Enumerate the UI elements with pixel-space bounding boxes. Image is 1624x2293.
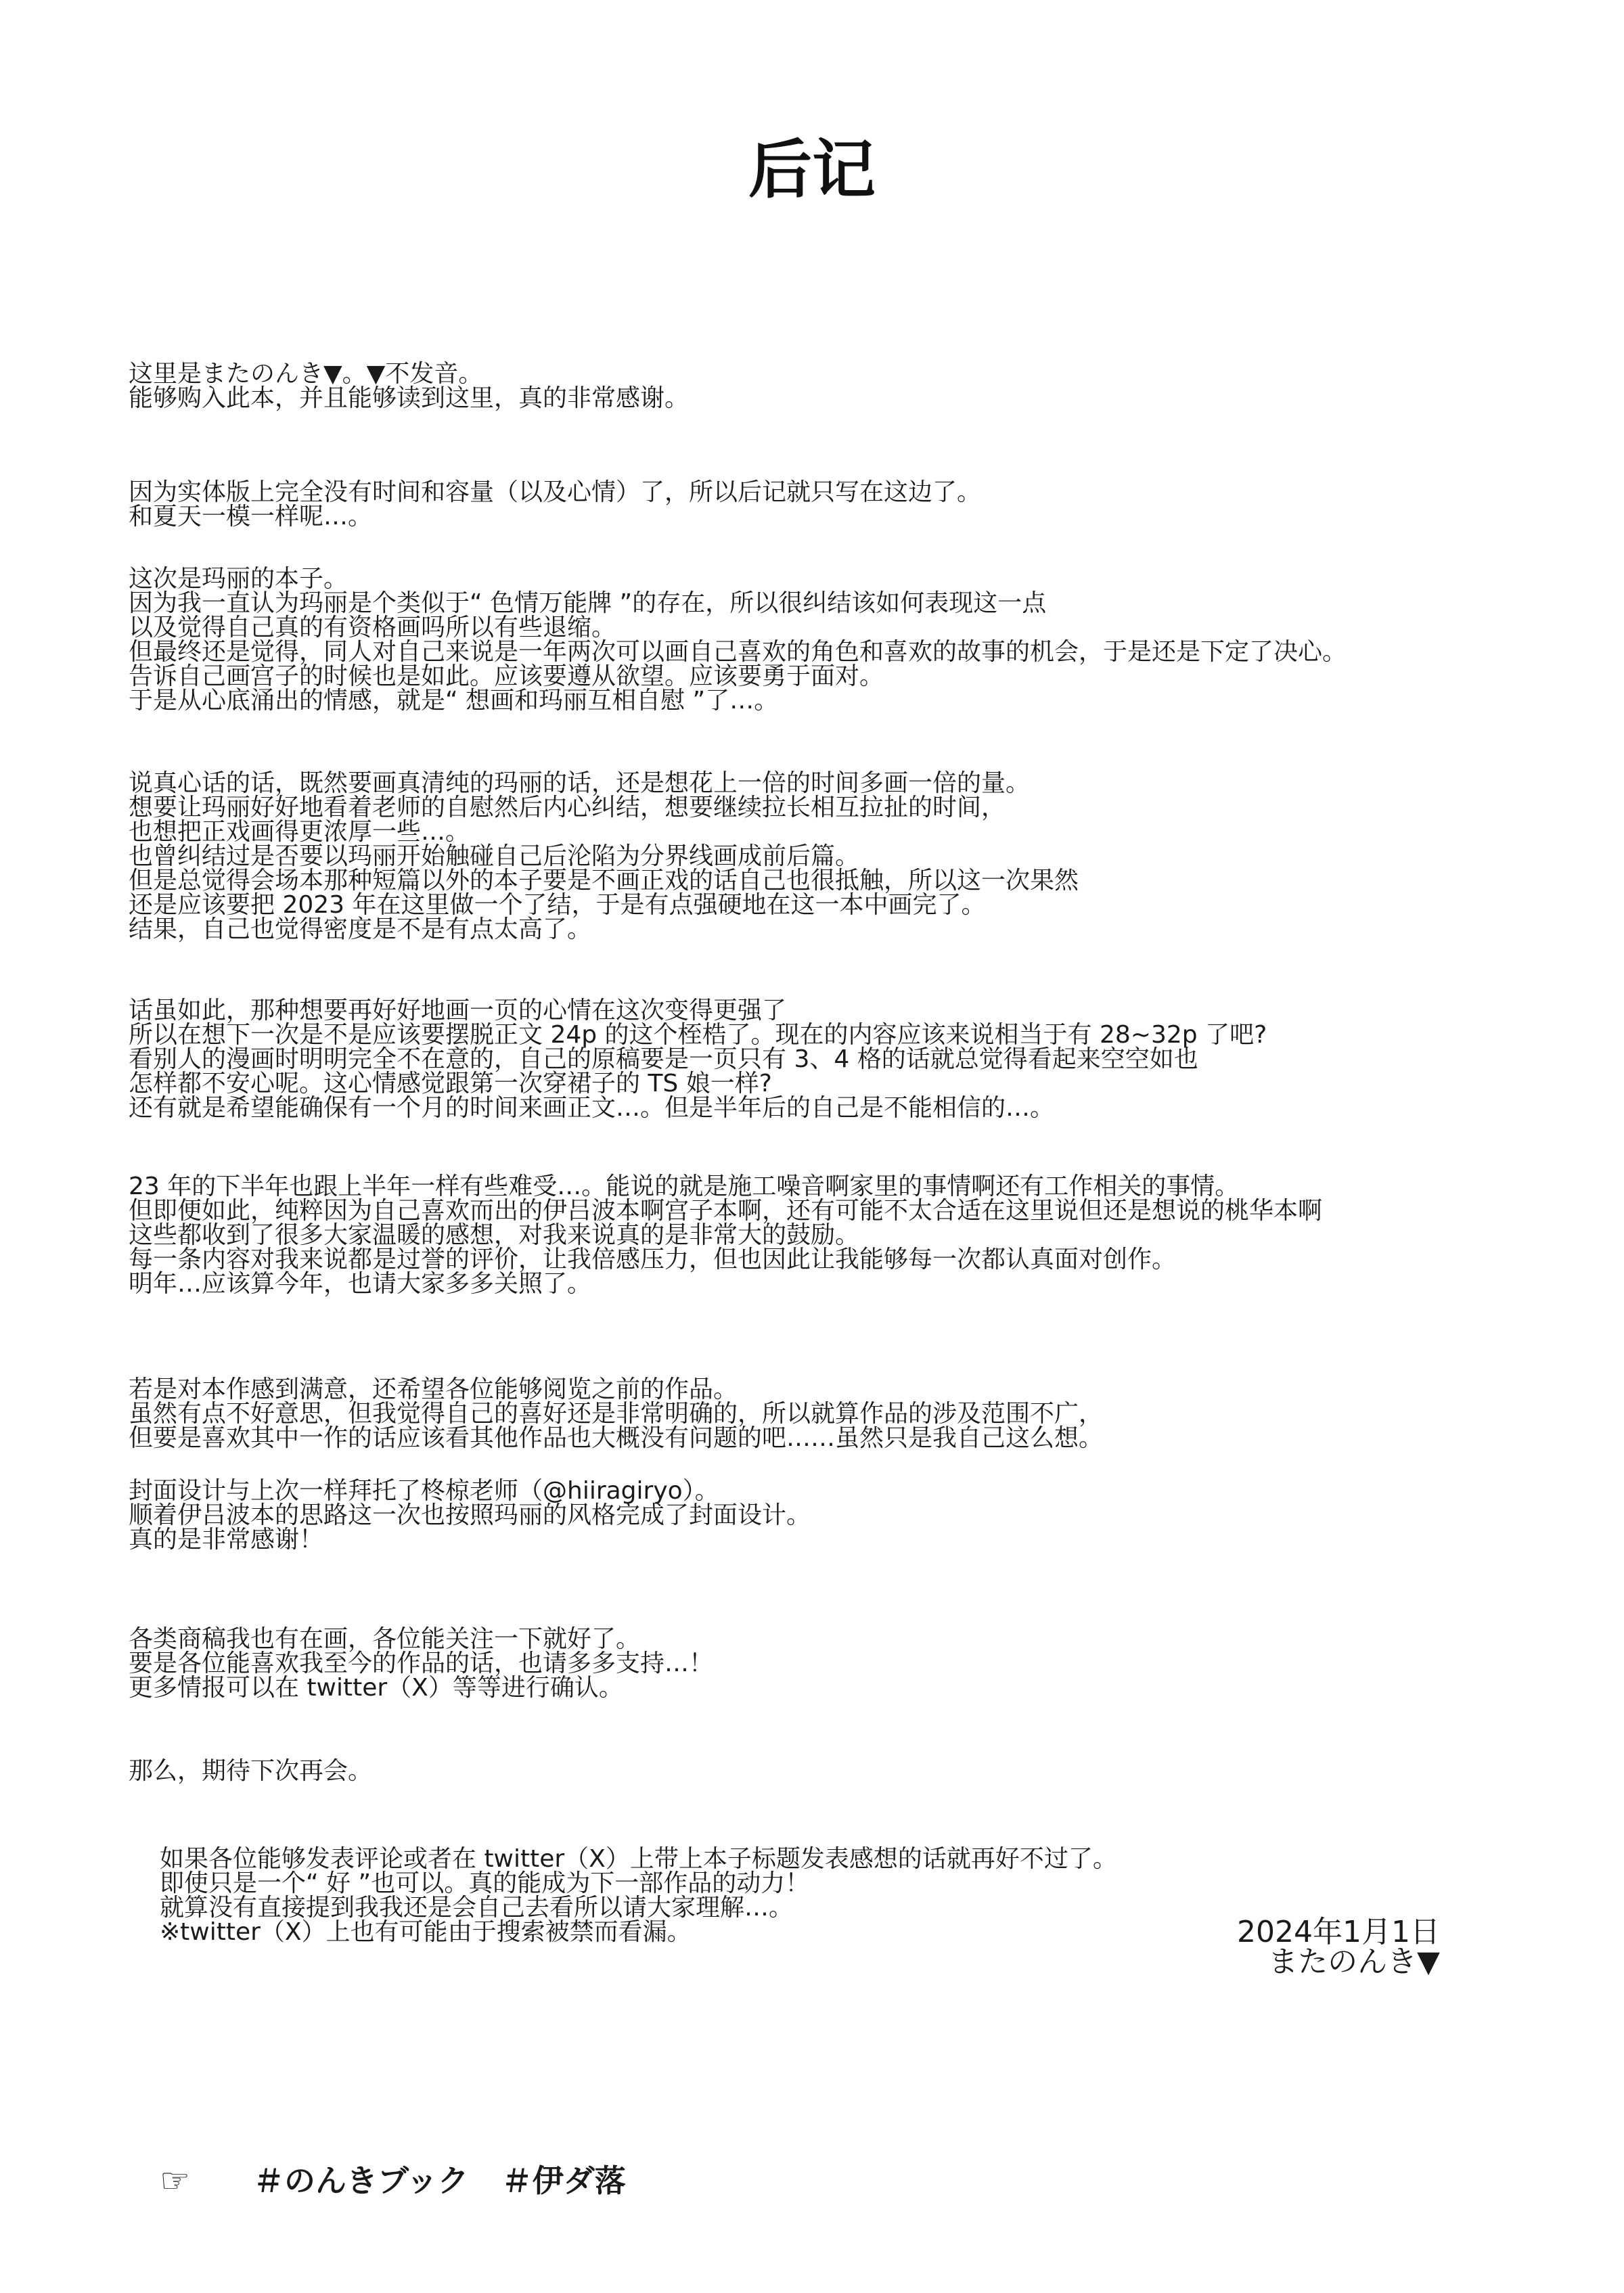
paragraph-commissions [129,1627,713,1700]
text-line: 明年…应该算今年，也请大家多多关照了。 [129,1270,592,1298]
text-line: 顺着伊吕波本的思路这一次也按照玛丽的风格完成了封面设计。 [129,1501,811,1529]
hashtag-nonki-book: ＃のんきブック [253,2162,469,2199]
text-line: 真的是非常感谢！ [129,1526,324,1553]
page-title: 后记 [748,133,876,207]
hashtag-idaraku: ＃伊ダ落 [501,2162,626,2199]
text-line: 还是应该要把 2023 年在这里做一个了结，于是有点强硬地在这一本中画完了。 [129,891,986,919]
text-line: 这次是玛丽的本子。 [129,565,348,593]
text-line: 就算没有直接提到我我还是会自己去看所以请大家理解…。 [160,1894,794,1922]
text-line: 要是各位能喜欢我至今的作品的话，也请多多支持…！ [129,1650,714,1677]
text-line: 也想把正戏画得更浓厚一些…。 [129,818,470,846]
text-line: 封面设计与上次一样拜托了柊椋老师（@hiiragiryo）。 [129,1477,719,1505]
text-line: 但是总觉得会场本那种短篇以外的本子要是不画正戏的话自己也很抵触，所以这一次果然 [129,867,1079,894]
signature [1237,1917,1440,1977]
text-line: 还有就是希望能确保有一个月的时间来画正文…。但是半年后的自己是不能相信的…。 [129,1094,1055,1122]
text-line: 以及觉得自己真的有资格画吗所以有些退缩。 [129,614,616,641]
text-line: 但最终还是觉得，同人对自己来说是一年两次可以画自己喜欢的角色和喜欢的故事的机会，于是还是下定了决心。 [129,638,1347,666]
paragraph-reason [129,480,981,529]
text-line: 即使只是一个“ 好 ”也可以。真的能成为下一部作品的动力！ [160,1869,810,1897]
paragraph-previous-works [129,1378,1103,1451]
text-line: 但要是喜欢其中一作的话应该看其他作品也大概没有问题的吧……虽然只是我自己这么想。 [129,1424,1104,1452]
text-line: 因为实体版上完全没有时间和容量（以及心情）了，所以后记就只写在这边了。 [129,478,982,506]
text-line: 更多情报可以在 twitter（X）等等进行确认。 [129,1674,623,1702]
paragraph-2023 [129,1175,1322,1296]
text-line: 说真心话的话，既然要画真清纯的玛丽的话，还是想花上一倍的时间多画一倍的量。 [129,769,1031,797]
text-line: 和夏天一模一样呢…。 [129,503,373,530]
text-line: 这些都收到了很多大家温暖的感想，对我来说真的是非常大的鼓励。 [129,1221,860,1249]
text-line: 也曾纠结过是否要以玛丽开始触碰自己后沦陷为分界线画成前后篇。 [129,842,860,870]
text-line: 虽然有点不好意思，但我觉得自己的喜好还是非常明确的，所以就算作品的涉及范围不广， [129,1400,1104,1428]
text-line: 能够购入此本，并且能够读到这里，真的非常感谢。 [129,384,690,412]
paragraph-farewell [129,1759,372,1784]
text-line: 怎样都不安心呢。这心情感觉跟第一次穿裙子的 TS 娘一样? [129,1070,772,1097]
text-line: 于是从心底涌出的情感，就是“ 想画和玛丽互相自慰 ”了…。 [129,687,779,714]
pointing-hand-icon: ☞ [160,2161,190,2200]
text-line: 但即便如此，纯粹因为自己喜欢而出的伊吕波本啊宫子本啊，还有可能不太合适在这里说但还是想说的桃华本啊 [129,1197,1323,1225]
paragraph-mari [129,567,1347,713]
paragraph-next-time [129,999,1267,1120]
paragraph-greeting [129,362,689,411]
text-line: 若是对本作感到满意，还希望各位能够阅览之前的作品。 [129,1376,738,1403]
text-line: 告诉自己画宫子的时候也是如此。应该要遵从欲望。应该要勇于面对。 [129,662,884,690]
text-line: 结果，自己也觉得密度是不是有点太高了。 [129,915,592,943]
text-line: ※twitter（X）上也有可能由于搜索被禁而看漏。 [160,1918,692,1946]
signature-date: 2024年1月1日 [1237,1915,1440,1949]
text-line: 23 年的下半年也跟上半年一样有些难受…。能说的就是施工噪音啊家里的事情啊还有工作相关的事情。 [129,1173,1240,1200]
text-line: 这里是またのんき▼。▼不发音。 [129,360,483,388]
text-line: 因为我一直认为玛丽是个类似于“ 色情万能牌 ”的存在，所以很纠结该如何表现这一点 [129,589,1047,617]
paragraph-honest [129,771,1079,942]
text-line: 所以在想下一次是不是应该要摆脱正文 24p 的这个桎梏了。现在的内容应该来说相当于有 28~32p 了吧? [129,1021,1267,1049]
text-line: 各类商稿我也有在画，各位能关注一下就好了。 [129,1625,641,1653]
text-line: 看别人的漫画时明明完全不在意的，自己的原稿要是一页只有 3、4 格的话就总觉得看起来空空如也 [129,1045,1198,1073]
signature-author: またのんき▼ [1268,1945,1440,1979]
text-line: 想要让玛丽好好地看着老师的自慰然后内心纠结，想要继续拉长相互拉扯的时间， [129,794,1006,821]
text-line: 那么，期待下次再会。 [129,1757,373,1785]
text-line: 如果各位能够发表评论或者在 twitter（X）上带上本子标题发表感想的话就再好不过了。 [160,1845,1117,1873]
closing-note [160,1847,1117,1945]
hashtag-row [160,2162,626,2199]
paragraph-cover [129,1479,811,1552]
text-line: 每一条内容对我来说都是过誉的评价，让我倍感压力，但也因此让我能够每一次都认真面对创作。 [129,1246,1177,1273]
text-line: 话虽如此，那种想要再好好地画一页的心情在这次变得更强了 [129,997,787,1024]
